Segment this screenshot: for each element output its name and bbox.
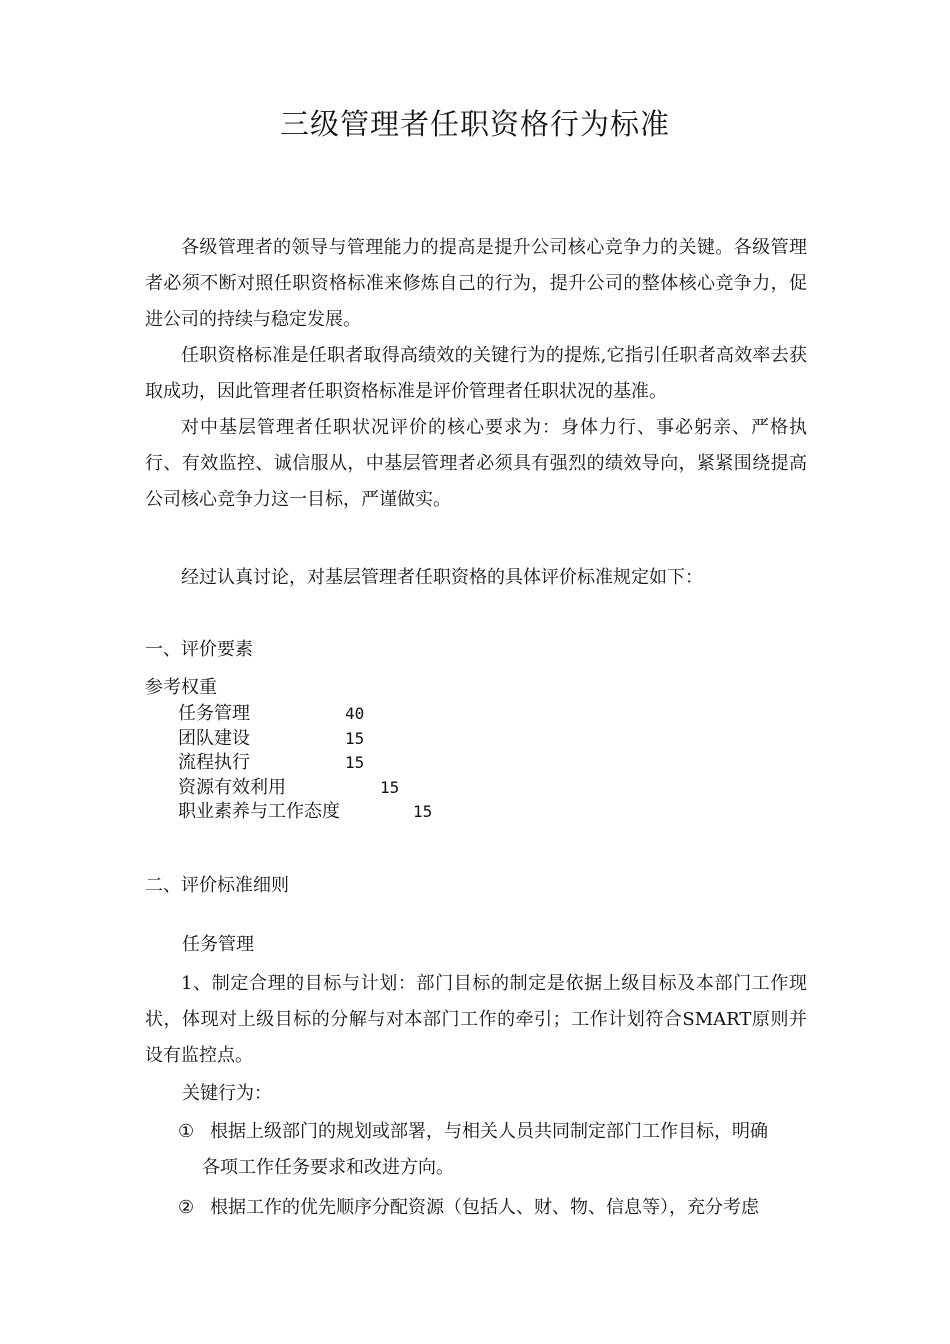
- section-heading-evaluation-factors: 一、评价要素: [145, 639, 253, 660]
- behavior-text-line1: 根据上级部门的规划或部署，与相关人员共同制定部门工作目标，明确: [210, 1121, 768, 1142]
- behavior-item-1: [178, 1114, 808, 1186]
- weight-value: 15: [345, 753, 365, 772]
- behavior-number: ②: [178, 1197, 195, 1218]
- section-heading-evaluation-details: 二、评价标准细则: [145, 875, 289, 896]
- behavior-text-line1: 根据工作的优先顺序分配资源（包括人、财、物、信息等），充分考虑: [210, 1197, 759, 1218]
- subsection-heading-task-management: 任务管理: [182, 934, 254, 955]
- document-title: 三级管理者任职资格行为标准: [279, 107, 670, 141]
- behavior-item-2: [178, 1190, 808, 1226]
- intro-paragraph-4: 经过认真讨论，对基层管理者任职资格的具体评价标准规定如下：: [181, 567, 703, 588]
- weight-name: 职业素养与工作态度: [178, 801, 340, 822]
- weight-name: 团队建设: [178, 727, 250, 749]
- behavior-text-line2: 各项工作任务要求和改进方向。: [202, 1157, 454, 1178]
- weight-name: 任务管理: [178, 703, 250, 724]
- weight-value: 15: [345, 728, 365, 748]
- weight-value: 15: [380, 777, 400, 797]
- intro-paragraph-3: 对中基层管理者任职状况评价的核心要求为：身体力行、事必躬亲、严格执行、有效监控、诚信服从，中基层管理者必须具有强烈的绩效导向，紧紧围绕提高公司核心竞争力这一目标，严谨做实。: [145, 417, 807, 510]
- key-behaviors-label: 关键行为：: [182, 1083, 272, 1104]
- weight-value: 40: [345, 704, 365, 723]
- weight-name: 资源有效利用: [178, 776, 286, 798]
- weights-label: 参考权重: [145, 677, 217, 698]
- intro-paragraph-1: 各级管理者的领导与管理能力的提高是提升公司核心竞争力的关键。各级管理者必须不断对照任职资格标准来修炼自己的行为，提升公司的整体核心竞争力，促进公司的持续与稳定发展。: [145, 237, 807, 330]
- intro-paragraph-2: 任职资格标准是任职者取得高绩效的关键行为的提炼,它指引任职者高效率去获取成功，因此管理者任职资格标准是评价管理者任职状况的基准。: [145, 345, 807, 402]
- weight-value: 15: [413, 802, 433, 821]
- weight-name: 流程执行: [178, 752, 250, 773]
- item-1-paragraph: 1、制定合理的目标与计划：部门目标的制定是依据上级目标及本部门工作现状，体现对上级目标的分解与对本部门工作的牵引；工作计划符合SMART原则并设有监控点。: [145, 973, 807, 1066]
- behavior-number: ①: [178, 1121, 195, 1142]
